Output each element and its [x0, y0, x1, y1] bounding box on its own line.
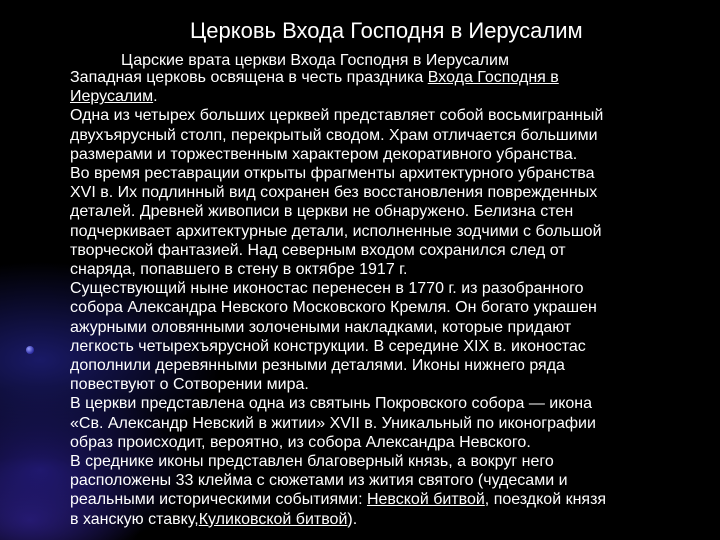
text-segment: , поездкой князя	[484, 491, 607, 509]
paragraph-restoration	[70, 164, 680, 279]
text-segment: ).	[347, 510, 358, 528]
text-line: ажурными оловянными золочеными накладками, которые придают	[70, 318, 572, 336]
text-line: собора Александра Невского Московского Кремля. Он богато украшен	[70, 299, 597, 317]
text-line	[70, 68, 680, 87]
text-line: Во время реставрации открыты фрагменты архитектурного убранства	[70, 165, 595, 183]
paragraph-icon-centre	[70, 452, 680, 529]
text-line: снаряда, попавшего в стену в октябре 1917 г.	[70, 261, 408, 279]
body-text	[70, 68, 680, 529]
text-line: дополнили деревянными резными деталями. Иконы нижнего ряда	[70, 357, 565, 375]
text-segment: в ханскую ставку,	[70, 510, 199, 528]
text-line: «Св. Александр Невский в житии» XVII в. Уникальный по иконографии	[70, 414, 596, 432]
text-segment: Западная церковь освящена в честь праздника	[70, 69, 428, 86]
text-line: В среднике иконы представлен благоверный князь, а вокруг него	[70, 453, 554, 471]
text-line: образ происходит, вероятно, из собора Александра Невского.	[70, 433, 531, 451]
text-line	[70, 87, 680, 106]
decorative-orb	[26, 346, 34, 354]
link-battle-of-the-neva[interactable]: Невской битвой	[366, 491, 485, 509]
text-line	[70, 510, 680, 529]
text-line: Одна из четырех больших церквей представляет собой восьмигранный	[70, 107, 604, 125]
text-segment: .	[153, 88, 158, 106]
paragraph-iconostasis	[70, 279, 680, 394]
text-line: творческой фантазией. Над северным входом сохранился след от	[70, 241, 566, 259]
text-line: XVI в. Их подлинный вид сохранен без восстановления поврежденных	[70, 184, 598, 202]
text-line: легкость четырехъярусной конструкции. В середине XIX в. иконостас	[70, 337, 586, 355]
text-line: Существующий ныне иконостас перенесен в 1770 г. из разобранного	[70, 280, 584, 298]
link-battle-of-kulikovo[interactable]: Куликовской битвой	[198, 510, 348, 528]
text-line: двухъярусный столп, перекрытый сводом. Храм отличается большими	[70, 126, 598, 144]
text-segment: реальными историческими событиями:	[70, 491, 367, 509]
text-line: размерами и торжественным характером декоративного убранства.	[70, 145, 578, 163]
text-line: В церкви представлена одна из святынь Покровского собора — икона	[70, 395, 593, 413]
text-line: повествуют о Сотворении мира.	[70, 376, 309, 394]
paragraph-architecture	[70, 106, 680, 164]
link-entry-into-jerusalem[interactable]: Иерусалим	[70, 88, 154, 106]
text-line: подчеркивает архитектурные детали, исполненные зодчими с большой	[70, 222, 602, 240]
text-line: расположены 33 клейма с сюжетами из жития святого (чудесами и	[70, 472, 568, 490]
paragraph-dedication	[70, 68, 680, 106]
slide-title: Церковь Входа Господня в Иерусалим	[190, 18, 583, 43]
slide-subtitle: Царские врата церкви Входа Господня в Иерусалим	[121, 52, 509, 69]
link-entry-into-jerusalem[interactable]: Входа Господня в	[427, 69, 559, 86]
paragraph-icon	[70, 394, 680, 452]
text-line	[70, 490, 680, 509]
text-line: деталей. Древней живописи в церкви не обнаружено. Белизна стен	[70, 203, 574, 221]
